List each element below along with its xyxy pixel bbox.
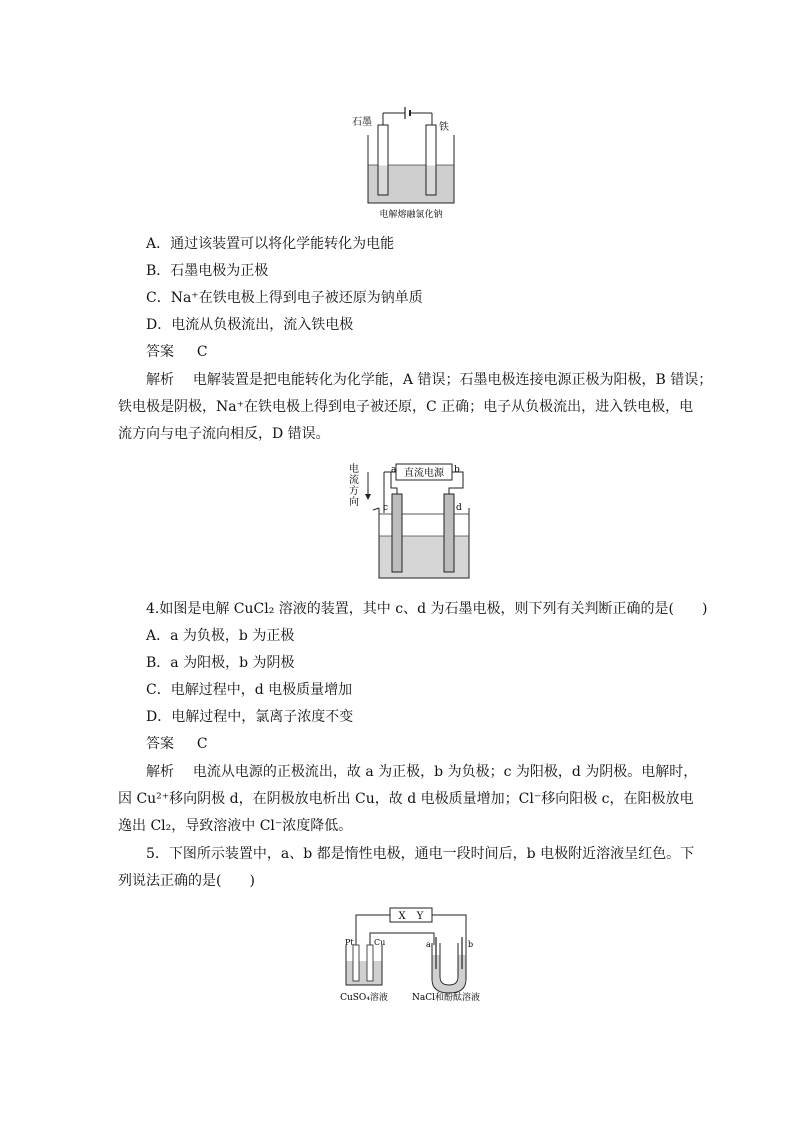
analysis-text: 电流从电源的正极流出，故 a 为正极，b 为负极；c 为阳极，d 为阴极。电解时，	[192, 764, 698, 780]
label-cu: Cu	[374, 938, 386, 947]
q4-option-a: A．a 为负极，b 为正极	[146, 628, 295, 644]
answer-value: C	[196, 344, 208, 360]
q3-option-d: D．电流从负极流出，流入铁电极	[146, 317, 354, 333]
figure-caption: 电解熔融氯化钠	[379, 210, 443, 220]
q3-analysis-line-1	[146, 370, 712, 390]
label-graphite: 石墨	[352, 117, 372, 128]
q4-analysis-line-1	[146, 762, 697, 782]
analysis-label: 解析	[146, 764, 174, 780]
label-a: a	[426, 940, 431, 949]
figure-molten-nacl	[352, 95, 460, 220]
q3-option-a: A．通过该装置可以将化学能转化为电能	[146, 236, 395, 252]
label-c: c	[383, 503, 389, 513]
label-y: Y	[416, 911, 424, 922]
analysis-label: 解析	[146, 372, 174, 388]
label-b: b	[468, 940, 474, 949]
label-pt: Pt	[345, 938, 354, 947]
q3-option-b: B．石墨电极为正极	[146, 263, 269, 279]
label-dc-power: 直流电源	[404, 468, 444, 479]
label-d: d	[456, 503, 462, 513]
q4-option-c: C．电解过程中，d 电极质量增加	[146, 682, 353, 698]
figure-cucl2-electrolysis	[343, 458, 473, 586]
figure-two-cells	[340, 903, 490, 1005]
q4-analysis-line-2: 因 Cu²⁺移向阴极 d，在阴极放电析出 Cu，故 d 电极质量增加；Cl⁻移向阳极 c，在阳极放电	[118, 791, 694, 807]
answer-label: 答案	[146, 736, 174, 752]
q3-answer	[146, 342, 208, 362]
label-b: b	[454, 465, 460, 475]
q3-analysis-line-3: 流方向与电子流向相反，D 错误。	[118, 426, 330, 442]
q4-answer	[146, 734, 208, 754]
label-iron: 铁	[439, 122, 449, 133]
analysis-text: 电解装置是把电能转化为化学能，A 错误；石墨电极连接电源正极为阳极，B 错误；	[192, 372, 713, 388]
q4-stem: 4.如图是电解 CuCl₂ 溶液的装置，其中 c、d 为石墨电极，则下列有关判断正确的是( )	[146, 601, 708, 617]
q4-option-d: D．电解过程中，氯离子浓度不变	[146, 709, 354, 725]
q5-stem-line-2: 列说法正确的是( )	[118, 873, 255, 889]
q5-stem-line-1: 5．下图所示装置中，a、b 都是惰性电极，通电一段时间后，b 电极附近溶液呈红色。下	[146, 846, 695, 862]
q4-option-b: B．a 为阳极，b 为阴极	[146, 655, 295, 671]
answer-value: C	[196, 736, 208, 752]
answer-label: 答案	[146, 344, 174, 360]
caption-cuso4: CuSO₄溶液	[340, 993, 388, 1003]
q4-analysis-line-3: 逸出 Cl₂，导致溶液中 Cl⁻浓度降低。	[118, 818, 353, 834]
label-current-direction: 电流方向	[349, 464, 359, 508]
label-a: a	[391, 465, 397, 475]
q3-analysis-line-2: 铁电极是阴极，Na⁺在铁电极上得到电子被还原，C 正确；电子从负极流出，进入铁电极，电	[118, 399, 694, 415]
label-x: X	[398, 911, 406, 922]
caption-nacl: NaCl和酚酞溶液	[411, 993, 481, 1003]
q3-option-c: C．Na⁺在铁电极上得到电子被还原为钠单质	[146, 290, 423, 306]
